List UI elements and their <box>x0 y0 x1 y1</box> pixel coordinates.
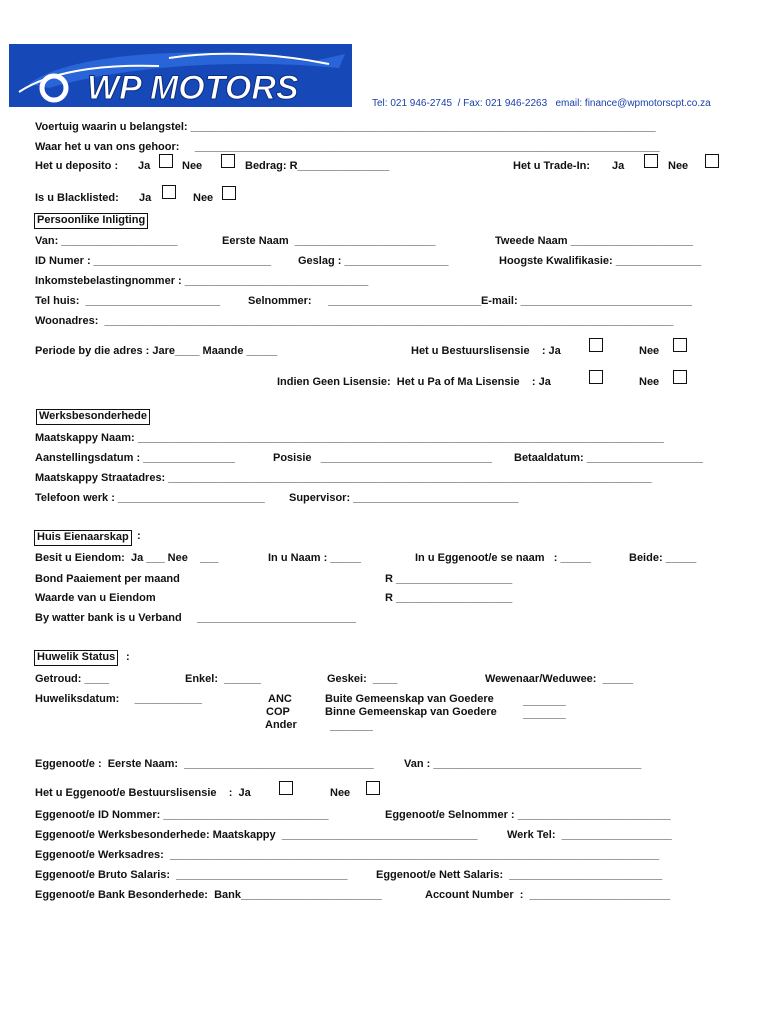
personal-heading: Persoonlike Inligting <box>34 213 148 229</box>
id-number-field[interactable]: ID Numer : _____________________________ <box>35 255 272 267</box>
trade-in-label: Het u Trade-In: <box>513 160 591 172</box>
parent-license-ja-checkbox[interactable] <box>589 370 603 384</box>
cell-label: Selnommer: <box>248 295 312 307</box>
spouse-work-address-field[interactable]: Eggenoot/e Werksadres: ________________________________________________________________________________ <box>35 849 660 861</box>
parent-license-nee-label: Nee <box>639 376 660 388</box>
car-logo-icon <box>9 44 352 107</box>
spouse-license-label: Het u Eggenoot/e Bestuurslisensie : Ja <box>35 787 251 799</box>
inside-community-field[interactable]: _______ <box>523 708 566 720</box>
qualification-field[interactable]: Hoogste Kwalifikasie: ______________ <box>499 255 702 267</box>
blacklisted-nee-label: Nee <box>193 192 214 204</box>
email-field[interactable]: _________________________E-mail: ____________________________ <box>328 295 692 307</box>
trade-in-nee-label: Nee <box>668 160 689 172</box>
spouse-name-field[interactable]: In u Eggenoot/e se naam : _____ <box>415 552 592 564</box>
widow-field[interactable]: Wewenaar/Weduwee: _____ <box>485 673 634 685</box>
spouse-first-name-field[interactable]: Eggenoot/e : Eerste Naam: _______________________________ <box>35 758 374 770</box>
address-field[interactable]: Woonadres: _____________________________________________________________________________________________ <box>35 315 674 327</box>
property-value-label: Waarde van u Eiendom <box>35 592 156 604</box>
vehicle-interest-field[interactable]: Voertuig waarin u belangstel: ____________________________________________________________________________ <box>35 121 656 133</box>
deposit-nee-checkbox[interactable] <box>221 154 235 168</box>
property-owner-field[interactable]: Besit u Eiendom: Ja ___ Nee ___ <box>35 552 219 564</box>
spouse-license-nee-checkbox[interactable] <box>366 781 380 795</box>
bond-bank-field[interactable]: By watter bank is u Verband __________________________ <box>35 612 357 624</box>
how-heard-field[interactable]: Waar het u van ons gehoor: ____________________________________________________________________________ <box>35 141 660 153</box>
spouse-license-ja-checkbox[interactable] <box>279 781 293 795</box>
start-date-field[interactable]: Aanstellingsdatum : _______________ <box>35 452 235 464</box>
spouse-account-number-field[interactable]: Account Number : _______________________ <box>425 889 671 901</box>
parent-license-nee-checkbox[interactable] <box>673 370 687 384</box>
other-label: Ander <box>265 719 297 731</box>
spouse-nett-salary-field[interactable]: Eggenoot/e Nett Salaris: _________________________ <box>376 869 663 881</box>
gender-field[interactable]: Geslag : _________________ <box>298 255 449 267</box>
spouse-license-nee-label: Nee <box>330 787 351 799</box>
blacklisted-ja-checkbox[interactable] <box>162 185 176 199</box>
cop-label: COP <box>266 706 290 718</box>
married-field[interactable]: Getroud: ____ <box>35 673 109 685</box>
marital-status-heading: Huwelik Status <box>34 650 118 666</box>
work-phone-field[interactable]: Telefoon werk : ________________________ <box>35 492 265 504</box>
company-address-field[interactable]: Maatskappy Straatadres: _______________________________________________________________________________ <box>35 472 652 484</box>
tax-number-field[interactable]: Inkomstebelastingnommer : ______________________________ <box>35 275 369 287</box>
bond-label: Bond Paaiement per maand <box>35 573 180 585</box>
spouse-cell-field[interactable]: Eggenoot/e Selnommer : _________________________ <box>385 809 671 821</box>
deposit-nee-label: Nee <box>182 160 203 172</box>
payday-field[interactable]: Betaaldatum: ___________________ <box>514 452 703 464</box>
in-your-name-field[interactable]: In u Naam : _____ <box>268 552 361 564</box>
trade-in-nee-checkbox[interactable] <box>705 154 719 168</box>
trade-in-ja-checkbox[interactable] <box>644 154 658 168</box>
license-label: Het u Bestuurslisensie : Ja <box>411 345 561 357</box>
home-heading-colon: : <box>137 530 141 542</box>
outside-community-label: Buite Gemeenskap van Goedere <box>325 693 494 705</box>
blacklisted-ja-label: Ja <box>139 192 152 204</box>
spouse-surname-field[interactable]: Van : __________________________________ <box>404 758 642 770</box>
license-nee-label: Nee <box>639 345 660 357</box>
second-name-field[interactable]: Tweede Naam ____________________ <box>495 235 693 247</box>
both-field[interactable]: Beide: _____ <box>629 552 697 564</box>
bond-amount-field[interactable]: R ___________________ <box>385 573 513 585</box>
deposit-ja-label: Ja <box>138 160 151 172</box>
deposit-label: Het u deposito : <box>35 160 119 172</box>
home-ownership-heading: Huis Eienaarskap <box>34 530 132 546</box>
deposit-amount-field[interactable]: Bedrag: R_______________ <box>245 160 390 172</box>
spouse-id-field[interactable]: Eggenoot/e ID Nommer: ___________________________ <box>35 809 329 821</box>
outside-community-field[interactable]: _______ <box>523 695 566 707</box>
position-field[interactable]: Posisie ____________________________ <box>273 452 492 464</box>
spouse-gross-salary-field[interactable]: Eggenoot/e Bruto Salaris: ____________________________ <box>35 869 348 881</box>
blacklisted-label: Is u Blacklisted: <box>35 192 119 204</box>
surname-field[interactable]: Van: ___________________ <box>35 235 178 247</box>
parent-license-label: Indien Geen Lisensie: Het u Pa of Ma Lisensie : Ja <box>277 376 551 388</box>
company-name-field[interactable]: Maatskappy Naam: ______________________________________________________________________________________ <box>35 432 664 444</box>
inside-community-label: Binne Gemeenskap van Goedere <box>325 706 497 718</box>
wp-motors-logo <box>9 44 352 107</box>
home-tel-field[interactable]: Tel huis: ______________________ <box>35 295 221 307</box>
period-field[interactable]: Periode by die adres : Jare____ Maande _____ <box>35 345 278 357</box>
license-nee-checkbox[interactable] <box>673 338 687 352</box>
single-field[interactable]: Enkel: ______ <box>185 673 261 685</box>
license-ja-checkbox[interactable] <box>589 338 603 352</box>
employment-heading: Werksbesonderhede <box>36 409 150 425</box>
supervisor-field[interactable]: Supervisor: ___________________________ <box>289 492 519 504</box>
svg-text:WP MOTORS: WP MOTORS <box>87 69 299 107</box>
deposit-ja-checkbox[interactable] <box>159 154 173 168</box>
other-field[interactable]: _______ <box>330 720 373 732</box>
property-value-field[interactable]: R ___________________ <box>385 592 513 604</box>
spouse-employment-field[interactable]: Eggenoot/e Werksbesonderhede: Maatskappy ________________________________ <box>35 829 478 841</box>
contact-line: Tel: 021 946-2745 / Fax: 021 946-2263 email: finance@wpmotorscpt.co.za <box>372 98 711 109</box>
spouse-bank-field[interactable]: Eggenoot/e Bank Besonderhede: Bank_______________________ <box>35 889 382 901</box>
blacklisted-nee-checkbox[interactable] <box>222 186 236 200</box>
trade-in-ja-label: Ja <box>612 160 625 172</box>
marriage-date-field[interactable]: Huweliksdatum: ___________ <box>35 693 202 705</box>
marital-heading-colon: : <box>126 651 130 663</box>
divorced-field[interactable]: Geskei: ____ <box>327 673 398 685</box>
anc-label: ANC <box>268 693 292 705</box>
spouse-work-tel-field[interactable]: Werk Tel: __________________ <box>507 829 672 841</box>
first-name-field[interactable]: Eerste Naam _______________________ <box>222 235 436 247</box>
